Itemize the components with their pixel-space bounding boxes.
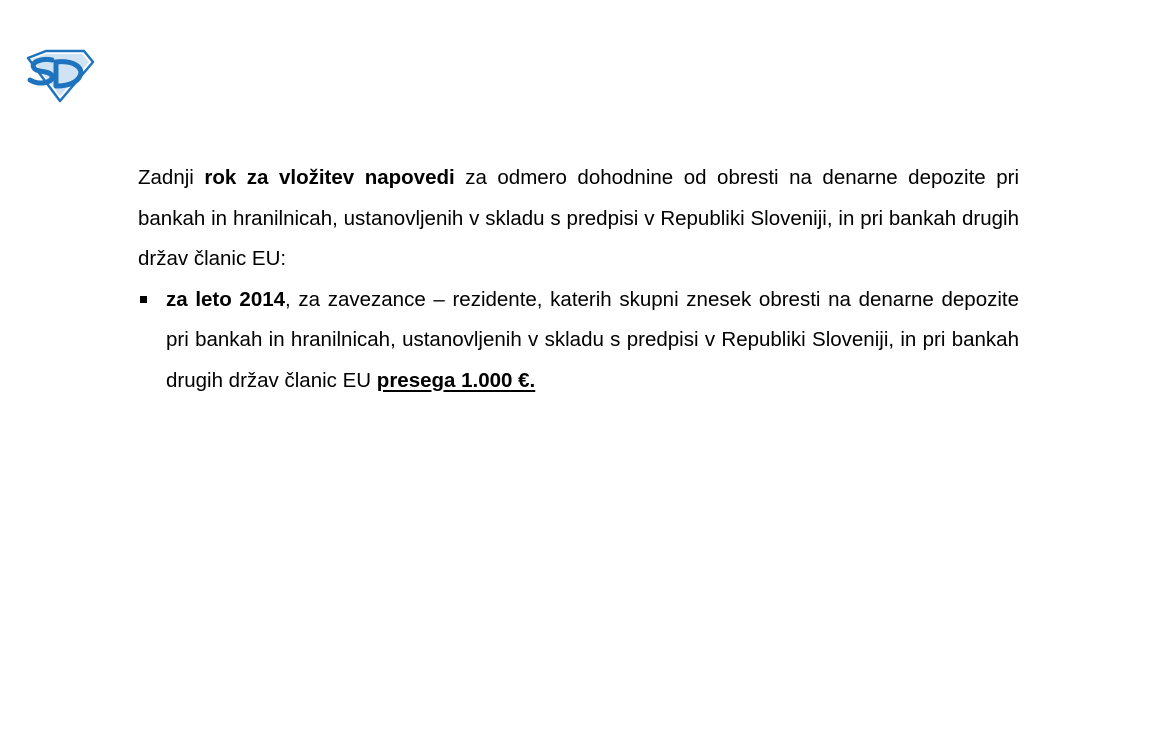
intro-text-before: Zadnji <box>138 166 205 189</box>
bullet-emphasis: presega 1.000 €. <box>376 368 536 392</box>
sd-shield-logo-icon <box>22 48 96 104</box>
bullet-text: , za zavezance – rezidente, katerih skupni znesek obresti na denarne depozite pri bankah in hranilnicah, ustanovljenih v skladu s predpisi v Republiki Sloveniji, in pri bankah drugih držav članic EU <box>166 287 1020 392</box>
intro-paragraph <box>138 158 1019 280</box>
bullet-bold-lead: za leto 2014 <box>166 287 286 311</box>
square-bullet-icon <box>140 296 147 303</box>
list-item <box>138 280 1019 402</box>
intro-text-after: za odmero dohodnine od obresti na denarne depozite pri bankah in hranilnicah, ustanovljenih v skladu s predpisi v Republiki Sloveniji, in pri bankah drugih držav članic EU: <box>138 166 1020 270</box>
intro-bold-deadline: rok za vložitev napovedi <box>204 166 455 189</box>
document-body <box>138 158 1019 401</box>
bullet-list <box>138 280 1019 402</box>
